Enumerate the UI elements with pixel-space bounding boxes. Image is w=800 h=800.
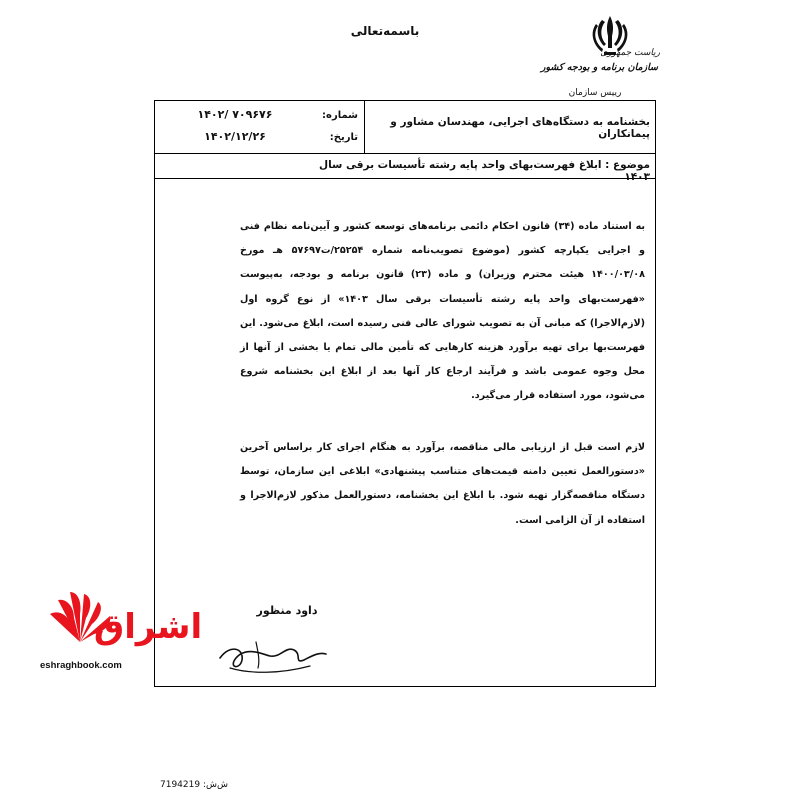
handwritten-signature — [200, 624, 340, 684]
invocation-heading: باسمه‌تعالی — [350, 24, 420, 38]
subject-line: موضوع : ابلاغ فهرست‌بهای واحد پایه رشته تأسیسات برقی سال ۱۴۰۳ — [319, 159, 650, 183]
recipients-line: بخشنامه به دستگاه‌های اجرایی، مهندسان مشاور و پیمانکاران — [390, 116, 650, 140]
number-label: شماره: — [322, 110, 358, 121]
footer-tracking-number: ش‌ش: 7194219 — [160, 780, 228, 790]
body-paragraph-1: به استناد ماده (۳۴) قانون احکام دائمی برنامه‌های توسعه کشور و آیین‌نامه نظام فنی و اجرایی یکپارچه کشور (موضوع تصویب‌نامه شماره ۲۵۲۵۴/ت۵۷۶۹۷ هـ مورخ ۱۴۰۰/۰۳/۰۸ هیئت محترم وزیران) و ماده (۲۳) قانون برنامه و بودجه، به‌پیوست «فهرست‌بهای واحد پایه رشته تأسیسات برقی سال ۱۴۰۳» از نوع گروه اول (لازم‌الاجرا) که مبانی آن به تصویب شورای عالی فنی رسیده است، ابلاغ می‌شود. این فهرست‌بها برای تهیه برآورد هزینه کارهایی که تأمین مالی تمام یا بخشی از آنها از محل وجوه عمومی باشد و فرآیند ارجاع کار آنها بعد از ابلاغ این بخشنامه شروع می‌شود، مورد استفاده قرار می‌گیرد. — [240, 221, 645, 402]
date-label: تاریخ: — [329, 132, 358, 143]
eshragh-logo-icon — [40, 580, 203, 658]
sender-title: رییس سازمان — [568, 88, 622, 98]
logo-brand-text: اشراق — [93, 607, 203, 647]
org-name-line2: سازمان برنامه و بودجه کشور — [540, 62, 658, 73]
date-value: ۱۴۰۲/۱۲/۲۶ — [204, 130, 266, 143]
number-value: ۱۴۰۲/ ۷۰۹۶۷۶ — [197, 108, 273, 121]
body-paragraph-2: لازم است قبل از ارزیابی مالی مناقصه، برآورد به هنگام اجرای کار براساس آخرین «دستورالعمل تعیین دامنه قیمت‌های متناسب پیشنهادی» ابلاغی این سازمان، توسط دستگاه مناقصه‌گزار تهیه شود. با ابلاغ این بخشنامه، دستورالعمل مذکور لازم‌الاجرا و استفاده از آن الزامی است. — [240, 442, 645, 526]
header-column-divider — [364, 100, 365, 153]
signer-name: داود منظور — [256, 604, 318, 617]
header-divider — [154, 153, 656, 154]
org-name-line1: ریاست جمهوری — [600, 48, 660, 58]
watermark-url: eshraghbook.com — [40, 660, 122, 671]
